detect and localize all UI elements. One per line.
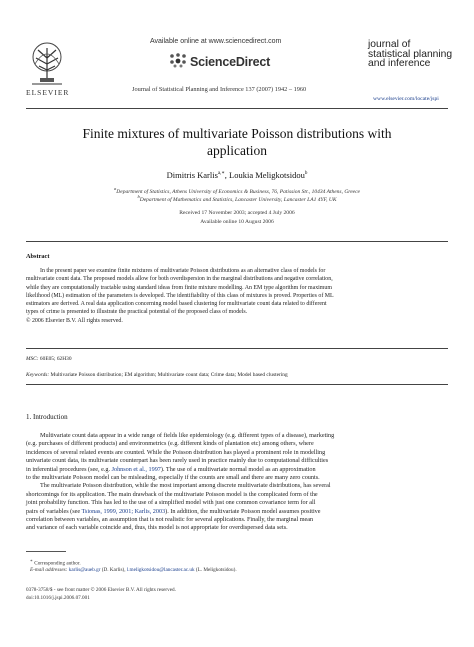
keywords — [26, 372, 288, 378]
body-line: correlation between variables, an assumption that is not realistic for several applications. Finally, the marginal mean — [26, 516, 314, 524]
email-owner: (L. Meligkotsidou). — [194, 567, 237, 573]
body-text: ). The use of a multivariate normal model as an approximation — [160, 465, 316, 473]
body-line — [26, 466, 446, 474]
title-line: application — [207, 143, 267, 158]
author-mark: a,∗ — [217, 171, 225, 177]
journal-name-line: statistical planning — [368, 48, 453, 60]
keywords-value: Multivariate Poisson distribution; EM algorithm; Multivariate count data; Crime data; Model based clustering — [49, 372, 288, 378]
abstract-body — [26, 267, 446, 325]
author-separator: , — [224, 170, 230, 180]
intro-body — [26, 432, 446, 533]
body-text: ). In addition, the multivariate Poisson model assumes positive — [165, 507, 321, 515]
elsevier-tree-logo — [26, 40, 68, 88]
title-line: Finite mixtures of multivariate Poisson distributions with — [82, 126, 392, 141]
journal-name — [368, 40, 458, 69]
affiliation-text: Department of Mathematics and Statistics, Lancaster University, Lancaster LA1 4YF, UK — [139, 196, 337, 203]
corresponding-author-note — [30, 558, 81, 567]
abstract-line: while they are computationally tractable using standard ideas from finite mixture modelling. An EM type algorithm for maximum — [26, 284, 332, 291]
body-line — [26, 508, 446, 516]
keywords-bottom-rule — [26, 384, 448, 385]
doi-line[interactable]: doi:10.1016/j.jspi.2006.07.001 — [26, 595, 90, 601]
affiliation-mark: b — [137, 194, 140, 199]
footnote-text: Corresponding author. — [32, 560, 81, 567]
author-name: Loukia Meligkotsidou — [229, 170, 305, 180]
email-link[interactable]: karlis@aueb.gr — [68, 567, 101, 573]
journal-citation: Journal of Statistical Planning and Inference 137 (2007) 1942 – 1960 — [132, 86, 307, 93]
footnote-mark: ∗ — [30, 558, 33, 563]
body-line: Multivariate count data appear in a wide range of fields like epidemiology (e.g. different types of a disease), marketing — [40, 432, 335, 439]
email-note — [30, 567, 237, 573]
affiliation-text: Department of Statistics, Athens University of Economics & Business, 76, Patission Str., 10434 Athens, Greece — [116, 188, 360, 195]
body-line: The multivariate Poisson distribution, while the most important among discrete multivariate distributions, has several — [40, 482, 331, 490]
body-text: pairs of variables (see — [26, 507, 82, 515]
body-line: shortcomings for its application. The main drawback of the multivariate Poisson model is the complicated form of the — [26, 490, 318, 498]
citation-link[interactable]: Johnson et al., 1997 — [111, 465, 161, 473]
article-title — [40, 125, 434, 159]
abstract-line: In the present paper we examine finite mixtures of multivariate Poisson distributions as an alternative class of models for — [40, 268, 326, 274]
body-text: in inferential procedures (see, e.g. — [26, 465, 112, 473]
msc-codes — [26, 356, 72, 362]
author-name: Dimitris Karlis — [166, 170, 218, 180]
section-heading: 1. Introduction — [26, 413, 68, 421]
affiliation-mark: a — [113, 186, 117, 191]
body-line: incidences of several related events are counted. While the Poisson distribution has played a prominent role in modelling — [26, 448, 326, 456]
msc-rule — [26, 348, 448, 349]
email-link[interactable]: l.meligkotsidou@lancaster.ac.uk — [126, 567, 195, 573]
copyright-line: © 2006 Elsevier B.V. All rights reserved. — [26, 317, 123, 324]
journal-name-line: and inference — [368, 58, 431, 69]
available-date: Available online 10 August 2006 — [200, 219, 274, 225]
received-date: Received 17 November 2003; accepted 4 July 2006 — [179, 210, 295, 216]
msc-value: 60E05; 62H30 — [38, 356, 72, 362]
footnote-rule — [26, 551, 66, 552]
body-line: to the multivariate Poisson model can be misleading, especially if the counts are small and there are many zero counts. — [26, 474, 320, 482]
body-line: (e.g. purchases of different products) and environmetrics (e.g. different kinds of plantation etc) among others, where — [26, 440, 314, 448]
header-rule — [26, 108, 448, 109]
journal-name-line: journal of — [368, 39, 411, 50]
email-owner: (D. Karlis), — [100, 567, 127, 573]
sciencedirect-icon — [168, 52, 188, 68]
abstract-top-rule — [26, 241, 448, 242]
journal-url-link[interactable]: www.elsevier.com/locate/jspi — [373, 96, 439, 102]
email-label: E-mail addresses: — [30, 567, 68, 573]
citation-link[interactable]: Tsionas, 1999, 2001; Karlis, 2003 — [81, 507, 166, 515]
abstract-line: likelihood (ML) estimation of the parameters is developed. The identifiability of this class of mixtures is proved. Properties of ML — [26, 292, 334, 299]
msc-label: MSC: — [26, 356, 39, 362]
abstract-heading: Abstract — [26, 253, 50, 260]
author-list — [40, 170, 434, 180]
available-online-text: Available online at www.sciencedirect.com — [150, 38, 282, 45]
front-matter-line: 0378-3758/$ - see front matter © 2006 Elsevier B.V. All rights reserved. — [26, 587, 176, 593]
keywords-label: Keywords: — [26, 372, 50, 378]
affiliation-b — [40, 194, 434, 203]
abstract-line: estimators are derived. A real data application concerning model based clustering for multivariate count data related to different — [26, 301, 327, 308]
body-line: univariate count data, its multivariate counterpart has been rarely used in practice mainly due to computational difficulties — [26, 457, 329, 465]
author-mark: b — [304, 171, 308, 177]
body-line: and variance of each variable coincide and, thus, this model is not appropriate for overdispersed data sets. — [26, 524, 288, 532]
body-line: joint probability function. This has led to the use of a simplified model with just one common covariance term for all — [26, 499, 316, 507]
sciencedirect-wordmark: ScienceDirect — [190, 55, 271, 69]
abstract-line: types of crime is presented to illustrate the practical potential of the proposed class of models. — [26, 309, 248, 316]
publisher-name: ELSEVIER — [26, 88, 70, 97]
abstract-line: multivariate count data. The proposed models allow for both overdispersion in the marginal distributions and negative correlation, — [26, 276, 333, 283]
